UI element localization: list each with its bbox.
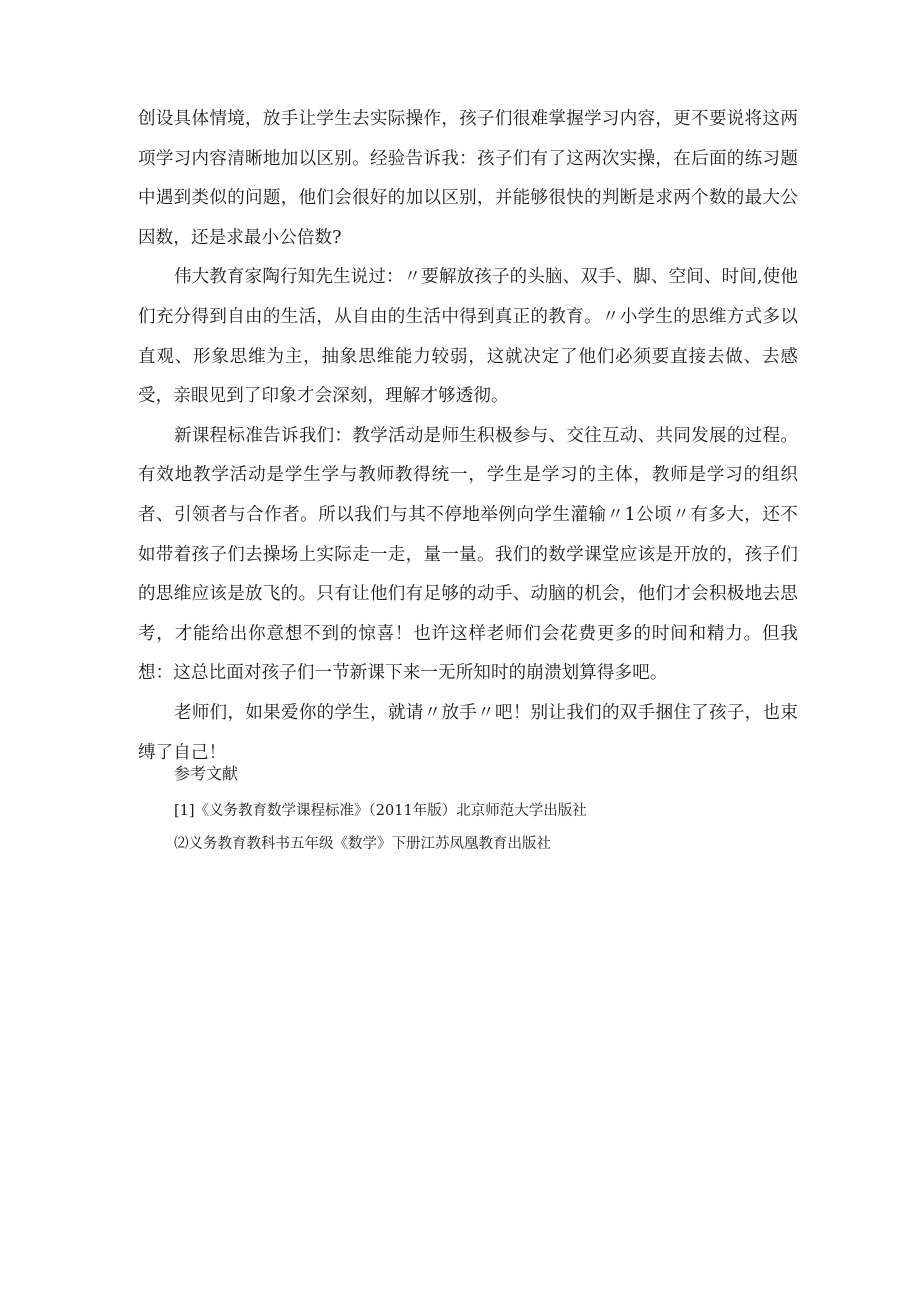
- paragraph-closing: 老师们，如果爱你的学生，就请〃放手〃吧！别让我们的双手捆住了孩子，也束缚了自己！: [138, 702, 798, 763]
- references-heading: 参考文献: [174, 764, 239, 783]
- body-text: [138, 100, 798, 773]
- paragraph-tao-xingzhi-quote: 伟大教育家陶行知先生说过：〃要解放孩子的头脑、双手、脚、空间、时间,使他们充分得到自由的生活，从自由的生活中得到真正的教育。〃小学生的思维方式多以直观、形象思维为主，抽象思维能力较弱，这就决定了他们必须要直接去做、去感受，亲眼见到了印象才会深刻，理解才够透彻。: [138, 267, 798, 407]
- references-section: [138, 760, 798, 864]
- reference-item-1: [1]《义务教育数学课程标准》（2011年版）北京师范大学出版社: [174, 803, 587, 819]
- reference-item-2: ⑵义务教育教科书五年级《数学》下册江苏凤凰教育出版社: [174, 836, 551, 852]
- paragraph-continuation: 创设具体情境，放手让学生去实际操作，孩子们很难掌握学习内容，更不要说将这两项学习内容清晰地加以区别。经验告诉我：孩子们有了这两次实操，在后面的练习题中遇到类似的问题，他们会很好的加以区别，并能够很快的判断是求两个数的最大公因数，还是求最小公倍数?: [138, 109, 798, 248]
- paragraph-curriculum-standard: 新课程标准告诉我们：教学活动是师生积极参与、交往互动、共同发展的过程。有效地教学活动是学生学与教师教得统一，学生是学习的主体，教师是学习的组织者、引领者与合作者。所以我们与其不停地举例向学生灌输〃1公顷〃有多大，还不如带着孩子们去操场上实际走一走，量一量。我们的数学课堂应该是开放的，孩子们的思维应该是放飞的。只有让他们有足够的动手、动脑的机会，他们才会积极地去思考，才能给出你意想不到的惊喜！也许这样老师们会花费更多的时间和精力。但我想：这总比面对孩子们一节新课下来一无所知时的崩溃划算得多吧。: [138, 425, 798, 684]
